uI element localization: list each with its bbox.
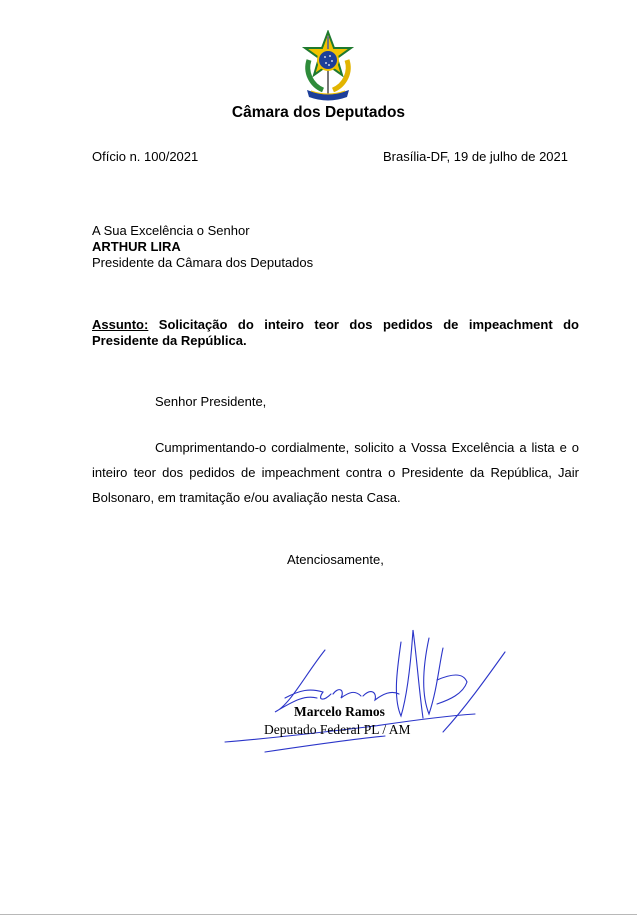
signature-block bbox=[264, 703, 444, 739]
recipient-block bbox=[92, 223, 313, 271]
place-date: Brasília-DF, 19 de julho de 2021 bbox=[382, 149, 568, 164]
signer-title: Deputado Federal PL / AM bbox=[264, 722, 411, 737]
closing: Atenciosamente, bbox=[287, 552, 384, 567]
greeting: Senhor Presidente, bbox=[155, 394, 267, 409]
body-text: Cumprimentando-o cordialmente, solicito a Vossa Excelência a lista e o inteiro teor dos pedidos de impeachment contra o Presidente da República, Jair Bolsonaro, em tramitação e/ou avaliação nesta Casa. bbox=[92, 440, 579, 505]
subject-text: Solicitação do inteiro teor dos pedidos de impeachment do Presidente da República. bbox=[92, 317, 579, 348]
page-bottom-edge bbox=[0, 914, 637, 915]
institution-title: Câmara dos Deputados bbox=[231, 104, 406, 121]
recipient-salutation: A Sua Excelência o Senhor bbox=[92, 223, 250, 238]
subject-line bbox=[92, 317, 579, 349]
recipient-name: ARTHUR LIRA bbox=[92, 239, 181, 254]
body-paragraph bbox=[92, 435, 579, 510]
recipient-role: Presidente da Câmara dos Deputados bbox=[92, 255, 314, 270]
subject-label: Assunto: bbox=[92, 317, 149, 332]
signer-name: Marcelo Ramos bbox=[294, 704, 385, 719]
officio-number: Ofício n. 100/2021 bbox=[92, 149, 199, 164]
brazil-coat-of-arms-icon bbox=[301, 30, 355, 102]
handwritten-signature bbox=[205, 620, 535, 780]
